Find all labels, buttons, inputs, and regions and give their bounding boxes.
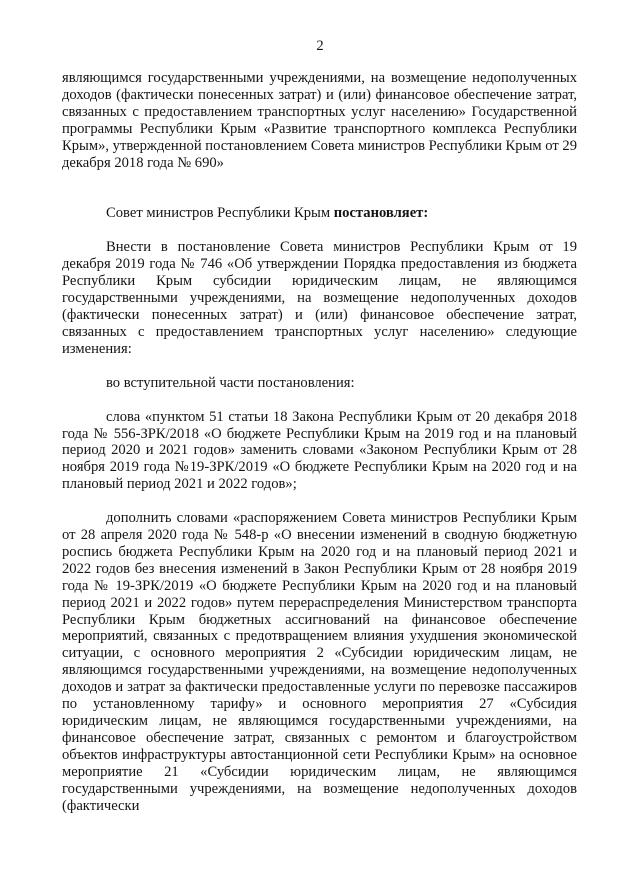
resolves-text: Совет министров Республики Крым (106, 205, 334, 222)
page-number: 2 (316, 38, 324, 54)
document-body (62, 70, 577, 814)
supplement-paragraph: дополнить словами «распоряжением Совета министров Республики Крым от 28 апреля 2020 года № 548-р «О внесении изменений в сводную бюджетную роспись бюджета Республики Крым на 2020 год и на плановый период 2021 и 2022 годов без внесения изменений в Закон Республики Крым от 28 ноября 2019 года № 19-ЗРК/2019 «О бюджете Республики Крым на 2020 год и на плановый период 2021 и 2022 годов» путем перераспределения Министерством транспорта Республики Крым бюджетных ассигнований на финансовое обеспечение мероприятий, связанных с предотвращением влияния ухудшения экономической ситуации, с основного мероприятия 2 «Субсидии юридическим лицам, не являющимся государственными учреждениями, на возмещение недополученных доходов и затрат за фактически предоставленные услуги по перевозке пассажиров по установленному тарифу» и основного мероприятия 27 «Субсидия юридическим лицам, не являющимся государственными учреждениями, на финансовое обеспечение затрат, связанных с ремонтом и благоустройством объектов инфраструктуры автостанционной сети Республики Крым» на основное мероприятие 21 «Субсидии юридическим лицам, не являющимся государственными учреждениями, на возмещение недополученных доходов (фактически (62, 510, 577, 814)
resolves-paragraph (62, 205, 577, 222)
resolves-bold-text: постановляет: (333, 205, 429, 222)
words-paragraph: слова «пунктом 51 статьи 18 Закона Республики Крым от 20 декабря 2018 года № 556-ЗРК/2018 «О бюджете Республики Крым на 2019 год и на плановый период 2020 и 2021 годов» заменить словами «Законом Республики Крым от 28 ноября 2019 года №19-ЗРК/2019 «О бюджете Республики Крым на 2020 год и на плановый период 2021 и 2022 годов»; (62, 408, 577, 493)
amend-paragraph: Внести в постановление Совета министров Республики Крым от 19 декабря 2019 года № 746 «Об утверждении Порядка предоставления из бюджета Республики Крым субсидии юридическим лицам, не являющимся государственными учреждениями, на возмещение недополученных доходов (фактически понесенных затрат) и (или) финансовое обеспечение затрат, связанных с предоставлением транспортных услуг населению» следующие изменения: (62, 239, 577, 357)
preamble-paragraph: во вступительной части постановления: (106, 374, 355, 391)
intro-paragraph: являющимся государственными учреждениями, на возмещение недополученных доходов (фактически понесенных затрат) и (или) финансовое обеспечение затрат, связанных с предоставлением транспортных услуг населению» Государственной программы Республики Крым «Развитие транспортного комплекса Республики Крым», утвержденной постановлением Совета министров Республики Крым от 29 декабря 2018 года № 690» (62, 70, 577, 171)
